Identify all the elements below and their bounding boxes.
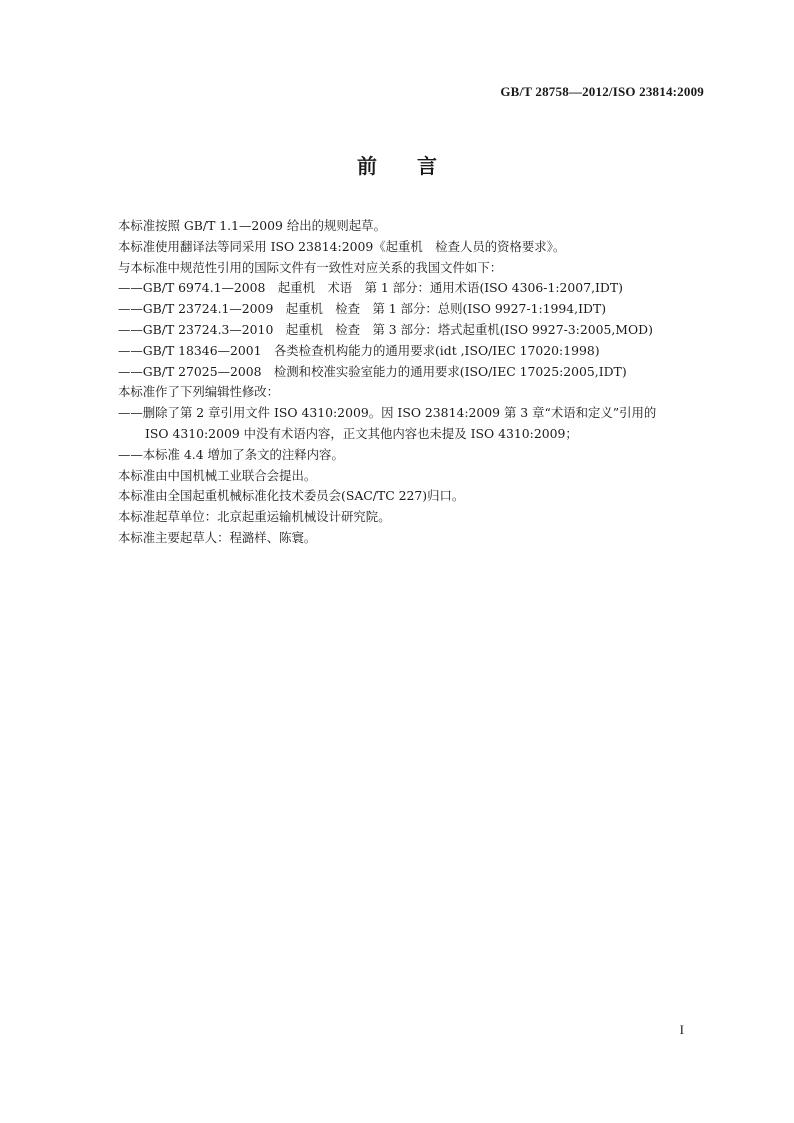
paragraph-line: 本标准起草单位：北京起重运输机械设计研究院。 [118,509,391,525]
paragraph-line: 本标准按照 GB/T 1.1—2009 给出的规则起草。 [118,218,386,233]
paragraph-line: 本标准由中国机械工业联合会提出。 [118,467,317,483]
list-item: ——本标准 4.4 增加了条文的注释内容。 [118,446,344,462]
paragraph-line: 本标准主要起草人：程潞样、陈寰。 [118,529,317,545]
page-title: 前言 [357,154,477,178]
paragraph-line: 本标准作了下列编辑性修改： [118,384,280,400]
list-item: ——GB/T 23724.3—2010 起重机 检查 第 3 部分：塔式起重机(ISO 9927-3:2005,MOD) [118,321,653,337]
list-item: ——GB/T 27025—2008 检测和校准实验室能力的通用要求(ISO/IEC 17025:2005,IDT) [118,363,627,379]
list-item: ——GB/T 18346—2001 各类检查机构能力的通用要求(idt ,ISO/IEC 17020:1998) [118,342,600,358]
list-item: ——删除了第 2 章引用文件 ISO 4310:2009。因 ISO 23814:2009 第 3 章“术语和定义”引用的 [118,405,657,421]
list-item-continuation: ISO 4310:2009 中没有术语内容，正文其他内容也未提及 ISO 4310:2009； [145,425,578,441]
list-item: ——GB/T 6974.1—2008 起重机 术语 第 1 部分：通用术语(ISO 4306-1:2007,IDT) [118,280,623,296]
paragraph-line: 本标准由全国起重机械标准化技术委员会(SAC/TC 227)归口。 [118,488,465,504]
standard-number: GB/T 28758—2012/ISO 23814:2009 [500,84,704,99]
paragraph-line: 与本标准中规范性引用的国际文件有一致性对应关系的我国文件如下： [118,259,503,275]
paragraph-line: 本标准使用翻译法等同采用 ISO 23814:2009《起重机 检查人员的资格要求》。 [118,238,566,254]
list-item: ——GB/T 23724.1—2009 起重机 检查 第 1 部分：总则(ISO 9927-1:1994,IDT) [118,301,607,317]
foreword-body [118,216,708,549]
page-number: I [679,1022,684,1037]
